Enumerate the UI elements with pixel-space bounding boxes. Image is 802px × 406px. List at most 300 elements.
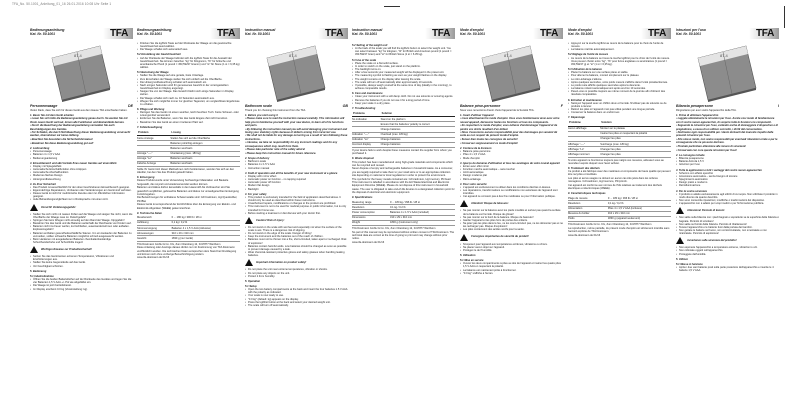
bullet-item: • Ne jetez pas les piles dans le feu, ne les court-circuitez pas, ne les démontez pas et ne les rechargez pas. Risque d'explosion!: [460, 222, 563, 228]
table-header-cell: Problems: [352, 111, 381, 117]
bullet-item: • Gardez l'appareil et les piles hors de portée des enfants.: [460, 219, 563, 222]
section-heading: 9. Technische Daten: [137, 211, 162, 215]
table-cell: Changez les piles: [600, 136, 671, 141]
section-heading: 9. Specifications: [352, 195, 373, 199]
section-title-text: Personenwaage: [30, 104, 58, 108]
language-badge: GB: [342, 104, 348, 108]
bullet-item: • Le rétro-éclairage s'allume.: [568, 78, 671, 81]
bathroom-scale-image: [676, 44, 779, 102]
bullet-item: • Do not place any objects on the unit.: [245, 272, 348, 275]
bullet-item: • Bathroom scale: [245, 160, 348, 163]
page-content: [245, 105, 348, 307]
table-cell: Überlastung (max. 180 kg): [170, 151, 240, 156]
table-row: [568, 152, 671, 157]
warning-triangle-icon: [245, 217, 253, 224]
table-cell: Change batteries: [381, 137, 455, 142]
table-cell: Changez les piles: [600, 147, 671, 152]
bold-notice: • Bewahren Sie diese Bedienungsanleitung gut auf!: [30, 141, 94, 145]
table-header-cell: Solution: [600, 120, 671, 126]
tfa-logo: [210, 28, 240, 39]
table-cell: Surcharge (max. 180 kg): [600, 142, 671, 147]
section-heading: 1. Avant d'utiliser l'appareil: [460, 114, 494, 118]
table-row: [137, 161, 240, 166]
paragraph: Sollte Ihr Gerät trotz dieser Maßnahmen nicht funktionieren, wenden Sie sich an den Händler, bei dem Sie das Produkt gekauft haben.: [137, 168, 235, 175]
table-cell: Batterien wechseln: [170, 156, 240, 161]
table-cell: 0 ... 180 kg / 396 lb / 28 st: [172, 216, 240, 221]
table-cell: 1830 g (nur Gerät): [172, 236, 240, 241]
bullet-item: • Keep the instrument and the batteries out of the reach of children.: [245, 235, 348, 238]
table-cell: Indication "----": [352, 132, 381, 137]
table-cell: Affichage "Lo": [568, 147, 600, 152]
bullet-item: • Non gettate le batterie nel fuoco, non cortocircuitatele, non smontatele e non ricaricatele. Pericolo di esplosione!: [676, 229, 779, 235]
paragraph: Les piles et accus usagés ne doivent en aucun cas être jetés dans les ordures ménagères. Cd=cadmium, Hg=mercure, Pb=plomb.: [568, 176, 658, 184]
bullet-item: • N'exposez pas l'appareil aux températures extrêmes, vibrations ou chocs.: [460, 243, 563, 246]
paragraph: This product has been manufactured using high-grade materials and components which can be recycled and reused.: [352, 160, 453, 167]
section-heading: 5.1 Inbetriebnahme: [30, 274, 54, 278]
section-heading: 2. Lieferumfang: [30, 147, 50, 151]
section-heading: 3. Einsatzbereich und alle Vorteile Ihres neuen Gerätes auf einen Blick: [30, 161, 117, 165]
bold-notice: • By following the instruction manual you will avoid damaging your instrument and losing your statutory rights because of defects arising from incorrect use.: [245, 127, 348, 134]
section-title-text: Balance pèse-personne: [460, 104, 501, 108]
section-heading: 5.3 Benutzung der Waage: [137, 71, 169, 75]
page-header: [352, 28, 455, 42]
bullet-item: • Arrêt automatique: [460, 171, 563, 174]
table-cell: Change batteries: [381, 142, 455, 147]
table-cell: Stromversorgung: [137, 226, 172, 231]
warning-text: Important information on product safety!: [256, 261, 307, 265]
table-cell: Aucun affichage: [568, 126, 600, 131]
section-heading: 8. Waste disposal: [352, 157, 374, 161]
bullet-item: • Automatische Einschaltfunktion ohne Antippen: [30, 168, 133, 171]
svg-text:87.4: 87.4: [720, 53, 728, 58]
section-heading: 5. Bedienung: [30, 269, 47, 273]
paragraph: Ce produit a été fabriqué avec des matériaux et composants de haute qualité qui peuvent être recyclés et réutilisés.: [568, 170, 671, 177]
bullet-item: • Auf der Rückseite der Waage befindet sich die kg/lb/st Taste für die Auswahl der Gewichtseinheit. Sie können zwischen "kg" für Kilogramm, "lb" für britische und amerikanische Pfund (1 pound = 453,59237 Gramm) und "st" für Stone (1 st = 6,35 kg) wählen.: [137, 57, 240, 70]
bold-notice: • En respectant ce mode d'emploi, vous éviterez d'endommager l'appareil et de perdre vos droits résultant d'un défaut.: [460, 124, 558, 131]
section-heading: 5. Operation: [245, 279, 261, 283]
section-heading: 2. La consegna include: [676, 154, 705, 157]
bold-notice: • Suivez bien toutes les consignes de sécurité!: [460, 138, 518, 142]
section-heading: 2. Contenu de la livraison: [460, 147, 492, 151]
bullet-item: • Dieses Gerät ist nicht für medizinische Zwecke oder zur öffentlichen Information geeignet.: [30, 192, 133, 198]
section-heading: 3. Tutte le applicazioni e tutti i vantaggi del vostro nuovo apparecchio: [676, 168, 762, 172]
warning-text: Vorsicht! Verletzungsgefahr:: [41, 205, 77, 209]
bullet-item: • Batterie AAA da 1,5 V: [676, 160, 779, 163]
bullet-item: • Batterien enthalten gesundheitsschädliche Säuren. Um ein Auslaufen der Batterien zu vermeiden, sollten schwache Batterien möglichst schnell ausgetauscht werden.: [30, 232, 133, 238]
table-cell: Alimentation: [568, 206, 608, 211]
bullet-item: • Proteggete dall'umidità.: [676, 253, 779, 256]
manual-page: [568, 28, 671, 400]
tfa-logo-text: TFA: [110, 28, 128, 39]
bullet-item: • Backlight: [245, 188, 348, 191]
crop-mark: [384, 6, 400, 7]
section-heading: 5.1 Mise en service: [460, 259, 484, 263]
bullet-item: • Appuyez sur la touche kg/lb/st au revers de la balance pour le choix de l'unité de mesure.: [568, 42, 671, 48]
bullet-item: • Batterien nicht ins Feuer werfen, kurzschließen, auseinandernehmen oder aufladen. Explosionsgefahr!: [30, 225, 133, 231]
bullet-item: • Nach einigen Sekunden wird Ihr gemessenes Gewicht in der voreingestellten Gewichtseinheit im Display angezeigt.: [137, 84, 240, 90]
tfa-logo: [641, 28, 671, 39]
table-cell: 310 x 29 x 310 mm: [390, 215, 455, 220]
bullet-item: • "0.0 kg" (default: kg) appears on the display.: [245, 298, 348, 301]
warning-box: [245, 217, 348, 224]
warning-box: [245, 259, 348, 266]
paragraph: Thank you for choosing this instrument from the TFA.: [245, 109, 306, 113]
bullet-item: • Protégez-le de l'humidité.: [460, 249, 563, 252]
bullet-item: • Stellen Sie die Waage auf eine gerade, feste Unterlage.: [137, 74, 240, 77]
warning-text: Consignes importantes de sécurité du produit!: [471, 235, 529, 239]
bullet-item: • Rétro-éclairage: [460, 178, 563, 181]
paragraph: Cet appareil est conforme aux normes de l'UE relatives au traitement des déchets électriques et électroniques (WEEE).: [568, 183, 662, 190]
bullet-item: • The measuring symbol is flashing as soon as your weight flashes on the display.: [352, 74, 455, 77]
table-cell: Anzeige "----": [137, 151, 170, 156]
data-table: [568, 196, 671, 222]
bullet-item: • Die Waage schaltet sich automatisch aus.: [137, 48, 240, 51]
page-title: Istruzioni per l'uso: [676, 28, 707, 32]
table-cell: 0 ... 180 kg / 396 lb / 28 st: [608, 196, 671, 201]
bullet-item: • Balance pèse-personne: [460, 150, 563, 153]
bullet-item: • Stellen Sie sich nicht mit nassen Füßen auf die Waage und steigen Sie nicht, wenn die Oberfläche der Waage nass ist. Rutschgefahr!: [30, 213, 133, 219]
page-content: [460, 105, 563, 275]
bullet-item: • After a few seconds your measured weight will be displayed in the preset unit.: [352, 71, 455, 74]
page-title: Mode d'emploi: [568, 28, 592, 32]
bullet-item: • Retirez les piles si l'appareil n'est pas utilisé pendant une longue période.: [568, 108, 671, 111]
bold-notice: • Lesen Sie sich bitte die Bedienungsanleitung genau durch. So werden Sie mit Ihrem neuen Gerät vertraut, lernen alle Funktionen und Bestandteile kennen.: [30, 117, 128, 124]
bullet-item: • Instruction manual: [245, 167, 348, 170]
catalog-number: Kat. Nr. 50.1001: [137, 32, 163, 36]
bold-notice: • Declinamo ogni responsabilità per i danni derivanti dal mancato rispetto delle presenti istruzioni per l'uso.: [676, 131, 774, 138]
section-heading: 7. Fehlerbeseitigung: [137, 125, 163, 129]
paragraph: TFA Dostmann GmbH & Co. KG, Zum Ottersberg 12, D-97877 Wertheim: [137, 242, 221, 246]
paragraph: Dieses Gerät ist entsprechend der EU-Richtlinie über die Entsorgung von Elektro- und Elektronik-Altgeräten (WEEE) gekennzeichnet.: [137, 203, 236, 210]
bullet-item: • Pesez-vous si possible toujours au même moment de la journée afin d'obtenir des résultats comparables.: [568, 90, 671, 96]
table-cell: Poids: [568, 216, 608, 221]
tfa-logo: [318, 28, 348, 39]
bullet-item: • The weight remains on the display after leaving the scale.: [352, 78, 455, 81]
bullet-item: • Accensione automatica – senza bisogno di toccare: [676, 175, 779, 178]
bullet-item: • Unauthorised repairs, modifications or changes to the product are prohibited.: [245, 202, 348, 205]
bold-notice: • Für Schäden, die durch Nichtbeachtung dieser Bedienungsanleitung verursacht werden, übernehmen wir keine Haftung.: [30, 131, 131, 138]
bullet-item: • Batteries contain harmful acids. Low batteries should be changed as soon as possible to prevent damage caused by a leak.: [245, 245, 348, 251]
data-table: [352, 111, 455, 148]
table-row: [568, 216, 671, 221]
bullet-item: • Automatic power off function: [245, 181, 348, 184]
bullet-item: • Die Waage ist jetzt betriebsbereit.: [30, 284, 133, 287]
manual-page: [30, 28, 133, 400]
bullet-item: • Fonction marche automatique – sans toucher: [460, 168, 563, 171]
section-heading: 7. Troubleshooting: [352, 106, 376, 110]
page-title: Instruction manual: [245, 28, 276, 32]
section-heading: 7. Dépannage: [568, 116, 585, 120]
table-header-cell: Problem: [137, 130, 170, 136]
bullet-item: • Schermo con effetto specchio: [676, 172, 779, 175]
table-cell: Abmessungen: [137, 231, 172, 236]
bullet-item: • Piles 4 x 1,5 V AAA: [460, 153, 563, 156]
warning-triangle-icon: [245, 259, 253, 266]
table-cell: Messbereich: [137, 216, 172, 221]
bullet-item: • Zum Einschalten der Waage stellen Sie sich einfach auf die Oberfläche.: [137, 78, 240, 81]
paragraph: Never dispose of empty and rechargeable batteries in household waste. As a consumer, you are legally required to take them to your retail store or to an appropriate collection site depending on national or local regulations in order to protect the environment.: [352, 167, 453, 177]
table-row: [137, 236, 240, 241]
table-cell: 310 x 29 x 310 mm: [608, 211, 671, 216]
bullet-item: • Les réparations, transformations ou modifications non autorisées de l'appareil sont interdites.: [460, 189, 563, 195]
bullet-item: • Reinigen Sie das Gerät mit einem weichen, leicht feuchten Tuch. Keine Scheuer- oder Lösungsmittel verwenden!: [137, 111, 240, 117]
bullet-item: • Non salite sulla bilancia con i piedi bagnati e soprattutto se la superficie della bilancia è bagnata. Pericolo di scivolare!: [676, 216, 779, 222]
section-heading: 4. Per la vostra sicurezza: [676, 189, 707, 193]
bullet-item: • Vor Feuchtigkeit schützen.: [30, 265, 133, 268]
bullet-item: • Modernes flaches Design: [30, 174, 133, 177]
bullet-item: • Hintergrundbeleuchtung: [30, 178, 133, 181]
bullet-item: • Entfernen Sie die Batterien, wenn Sie das Gerät längere Zeit nicht benutzen.: [137, 117, 240, 120]
bullet-item: • Batteries 4 x 1.5 V AAA: [245, 163, 348, 166]
bullet-item: • Personenwaage: [30, 150, 133, 153]
tfa-logo-text: TFA: [648, 28, 666, 39]
bullet-item: • Conservez la balance dans un endroit sec.: [568, 111, 671, 114]
section-heading: 6. Pflege und Wartung: [137, 107, 165, 111]
bullet-item: • Place the scale on a flat solid surface.: [352, 62, 455, 65]
table-cell: Montez sur le plateau: [600, 126, 671, 131]
warning-text: Wichtige Hinweise zur Produktsicherheit!: [41, 248, 92, 252]
bullet-item: • Setzen Sie das Gerät keinen extremen Temperaturen, Vibrationen und Erschütterungen aus.: [30, 255, 133, 261]
language-badge: F: [560, 104, 563, 108]
crop-mark: [784, 6, 785, 28]
section-heading: 1. Before you start using it: [245, 114, 278, 118]
bullet-item: • Wear chemical-resistant protective gloves and safety glasses when handling leaking batteries.: [245, 251, 348, 257]
bullet-item: • Im Display erscheint 0.0 kg (Voreinstellung: kg).: [30, 288, 133, 291]
bullet-item: • Batterien 4 x 1,5 V AAA: [30, 153, 133, 156]
bullet-item: • Non esponete l'apparecchio a temperature estreme, vibrazioni o urti.: [676, 246, 779, 249]
table-cell: Batterien polrichtig einlegen: [170, 141, 240, 146]
table-cell: Weight: [352, 220, 390, 225]
tfa-logo-text: TFA: [540, 28, 558, 39]
table-cell: Batterien wechseln: [170, 146, 240, 151]
bullet-item: • Retroilluminazione: [676, 184, 779, 187]
bullet-item: • Ne pas monter sur le bord de la balance. Risque de basculer!: [460, 216, 563, 219]
bullet-item: • Springen Sie beim Wiegen nicht einseitig auf den Rand der Waage. Kippgefahr!: [30, 219, 133, 222]
bullet-item: • Pour allumer la balance, montez simplement sur le plateau.: [568, 74, 671, 77]
section-heading: 5.1 Messa in funzione: [676, 262, 703, 266]
warning-triangle-icon: [676, 207, 684, 214]
bullet-item: • Display mit Spiegeleffekt: [30, 165, 133, 168]
page-header: [460, 28, 563, 42]
bullet-item: • Clean your instrument with a soft damp cloth. Do not use solvents or scouring agents.: [352, 95, 455, 98]
bullet-item: • Ne placez aucun objet sur l'appareil.: [460, 246, 563, 249]
page-content: [30, 105, 133, 291]
manual-page: [460, 28, 563, 400]
bold-notice: • Durch die Beachtung der Bedienungsanleitung vermeiden Sie auch Beschädigungen des Gerätes.: [30, 124, 115, 131]
section-title: [30, 105, 133, 108]
warning-box: [30, 204, 133, 211]
table-cell: Batteries 4 x 1.5 V AAA (included): [390, 210, 455, 215]
table-cell: Incorrect display: [352, 142, 381, 147]
bullet-item: • Spegnimento automatico: [676, 178, 779, 181]
catalog-number: Kat. Nr. 50.1001: [245, 32, 271, 36]
section-heading: 3. Aperçu du domaine d'utilisation et tous les avantages de votre nouvel appareil: [460, 161, 560, 165]
warning-triangle-icon: [460, 234, 468, 241]
page-title: Bedienungsanleitung: [30, 28, 65, 32]
section-title: [245, 105, 348, 108]
bold-notice: • Please make sure to read the instruction manual carefully. This information will help you to familiarise yourself with your new device, to learn all of its functions and parts.: [245, 117, 345, 127]
table-cell: 1830 g (appareil seulement): [608, 216, 671, 221]
data-table: [137, 130, 240, 167]
section-title-text: Bathroom scale: [245, 104, 272, 108]
table-cell: Stellen Sie sich auf die Oberfläche: [170, 136, 240, 141]
bullet-item: • La balance s'éteint automatiquement après environ 10 secondes.: [568, 87, 671, 90]
section-heading: 4. For your safety: [245, 192, 267, 196]
table-cell: Batterien wechseln: [170, 161, 240, 166]
table-cell: Indication "Lo": [352, 137, 381, 142]
bold-notice: • Lisez attentivement le mode d'emploi. Vous vous familiariserez ainsi avec votre nouvel appareil, découvrez toutes les fonctions et tous les composants.: [460, 117, 560, 124]
bullet-item: • Drücken Sie die kg/lb/st Taste auf der Rückseite der Waage um die gewünschte Gewichtseinheit auszuwählen.: [137, 42, 240, 48]
bold-notice: • Leggete attentamente le istruzioni per l'uso. Avrete così modo di familiarizzare con il vostro nuovo apparecchio, di scoprire tutte le funzioni e le componenti.: [676, 117, 775, 124]
bullet-item: • Your scale is now ready to use.: [245, 294, 348, 297]
page-content: [352, 44, 455, 244]
paragraph: This instrument is labelled in accordance with the EU Waste Electrical and Electronic Equipment Directive (WEEE). Please do not dispose of this instrument in household waste. The user is obligated to take end-of-life devices to a designated collection point for the disposal of electrical and electronic equipment.: [352, 181, 455, 194]
bullet-item: • Remove the batteries if you do not use it for a long period of time.: [352, 99, 455, 102]
table-cell: Affichage incorrect: [568, 152, 600, 157]
bullet-item: • Le poids reste affiché quelques secondes après la descente.: [568, 84, 671, 87]
bullet-item: • Design piatto e moderno: [676, 181, 779, 184]
section-title: [676, 105, 779, 108]
bullet-item: • Eigenmächtige Reparaturen, Umbauten oder Veränderungen am Gerät sind verboten.: [30, 189, 133, 192]
bullet-item: • If possible, always weigh yourself at the same time of day (ideally in the morning), to achieve comparable results.: [352, 84, 455, 90]
bullet-item: • Jede Behandlungsmöglichkeit nur in Rücksprache mit einem Arzt.: [30, 198, 133, 201]
bullet-item: • Non collocate oggetti sull'apparecchio.: [676, 249, 779, 252]
bullet-item: • Non sono consentite riparazioni, modifiche o trasformazioni del dispositivo.: [676, 199, 779, 202]
bullet-item: • Ouvrez les deux compartiments à piles au dos de l'appareil et insérez les quatre piles 1,5 V AAA en respectant la polarité.: [460, 262, 563, 268]
bullet-item: • La balance est maintenant prête à fonctionner.: [460, 269, 563, 272]
bullet-item: • Do not stand on the scale with wet feet and especially not when the surface of the scale is wet. There is a dangerous risk of slipping.: [245, 226, 348, 232]
tfa-logo: [749, 28, 779, 39]
table-row: [352, 142, 455, 147]
tfa-logo: [103, 28, 133, 39]
language-badge: I: [778, 104, 779, 108]
section-heading: 5.3 Utilisation de la balance: [568, 68, 602, 72]
warning-text: Attention! Risque de blessure:: [471, 202, 509, 206]
table-cell: Changez les piles: [600, 152, 671, 157]
warning-triangle-icon: [30, 204, 38, 211]
bathroom-scale-image: [245, 44, 348, 102]
section-heading: 4. Zu Ihrer Sicherheit: [30, 182, 56, 186]
bullet-item: • Non salite sul bordo della bilancia. Pericolo di ribaltamento!: [676, 223, 779, 226]
bullet-item: • Steigen Sie von der Waage. Das Gewicht bleibt noch einige Sekunden im Display stehen.: [137, 90, 240, 96]
bullet-item: • The scale will turn off automatically.: [245, 304, 348, 307]
bold-notice: • Conservez soigneusement ce mode d'emploi!: [460, 141, 518, 145]
paragraph: La reproduction, même partielle, du présent mode d'emploi est strictement interdite sans l'accord explicite de TFA Dostmann.: [568, 226, 670, 233]
bullet-item: • Automatic power on function – no tapping required: [245, 178, 348, 181]
catalog-number: Kat. Nr. 50.1001: [568, 32, 594, 36]
table-cell: Overload (max. 180 kg): [381, 132, 455, 137]
bullet-item: • L'appareil est exclusivement à utiliser dans les conditions décrites ci-dessus.: [460, 186, 563, 189]
bullet-item: • The scale will turn off automatically after approximately 10 seconds.: [352, 81, 455, 84]
bold-notice: • Beachten Sie besonders die Sicherheitshinweise!: [30, 138, 93, 142]
section-heading: 1. Bevor Sie mit dem Gerät arbeiten: [30, 114, 74, 118]
table-cell: Batterien 4 x 1,5 V AAA (inklusive): [172, 226, 240, 231]
page-header: [568, 28, 671, 42]
bathroom-scale-image: [460, 44, 563, 102]
section-heading: 8. Entsorgung: [137, 176, 155, 180]
bullet-item: • Écran avec effet miroir: [460, 165, 563, 168]
table-header-cell: Solution: [381, 111, 455, 117]
page-title: Mode d'emploi: [460, 28, 484, 32]
section-heading: 3. Field of operation and all the benefits of your new instrument at a glance: [245, 171, 338, 175]
warning-text: Caution! Risk of injury:: [256, 218, 285, 222]
bold-notice: • Please keep this instruction manual for future reference.: [245, 152, 317, 155]
table-cell: Mesures du boîtier: [568, 211, 608, 216]
bullet-item: • Stellen Sie keine Gegenstände auf das Gerät.: [30, 261, 133, 264]
bullet-item: • Wiegen Sie sich möglichst immer zur gleichen Tageszeit, um vergleichbare Ergebnisse zu erhalten.: [137, 100, 240, 106]
section-heading: 1. Prima di utilizzare l'apparecchio: [676, 114, 719, 118]
paragraph: Vielen Dank, dass Sie sich für dieses Gerät aus dem Hause TFA entschieden haben.: [30, 109, 128, 113]
catalog-number: Kat. Nr. 50.1001: [352, 32, 378, 36]
tfa-logo-text: TFA: [325, 28, 343, 39]
table-cell: 0.1 kg / 0.2 lb: [390, 205, 455, 210]
warning-text: Avvertenze sulla sicurezza del prodotto!: [687, 239, 737, 243]
page-header: [245, 28, 348, 42]
section-title: [460, 105, 563, 108]
tfa-logo-text: TFA: [217, 28, 235, 39]
table-cell: Ensure that the batteries' polarity is correct: [381, 122, 455, 127]
manual-page: [676, 28, 779, 400]
table-cell: Measuring range: [352, 200, 390, 205]
catalog-number: Kat. Nr. 50.1001: [30, 32, 56, 36]
manual-page: [245, 28, 348, 400]
bullet-item: • This instrument is not to be used for medical purpose or public information, but is only intended for home use.: [245, 205, 348, 211]
paragraph: TFA Dostmann GmbH & Co. KG, Zum Ottersberg 12, D-97877 Wertheim: [568, 223, 652, 227]
table-cell: Piles 4 x 1,5 V AAA (incluses): [608, 206, 671, 211]
bullet-item: • "0.0 kg" s'affiche à l'écran.: [460, 272, 563, 275]
bullet-item: • Bilancia pesapersone: [676, 157, 779, 160]
table-cell: Stand on the platform: [381, 117, 455, 122]
section-heading: 5.1 Setup: [245, 285, 257, 288]
bold-notice: • Conservate con cura queste istruzioni per l'uso!: [676, 148, 737, 152]
warning-box: [460, 234, 563, 241]
bold-notice: • Nous n'assumons aucune responsabilité pour des dommages qui seraient dû suite au non respect du présent mode d'emploi.: [460, 131, 558, 138]
bullet-item: • L'apparecchio non è adatto per scopi medici o per l'informazione pubblica.: [676, 202, 779, 205]
warning-box: [30, 246, 133, 253]
bullet-item: • Après quelques secondes, votre poids mesuré s'affiche dans l'unité présélectionnée.: [568, 81, 671, 84]
manual-page: [352, 28, 455, 400]
page-title: Bedienungsanleitung: [137, 28, 172, 32]
bullet-item: • Modern flat design: [245, 184, 348, 187]
print-slug-line: TFA_No. 50.1001_Anleitung_01_16 26.01.2016 10:08 Uhr Seite 1: [12, 2, 112, 6]
bullet-item: • Il prodotto è adatto esclusivamente agli utilizzi di cui sopra. Non utilizzate il prodotto in modo diverso da quanto descritto.: [676, 193, 779, 199]
bullet-item: • Open the two battery compartments at the back and insert the four batteries 1.5 V AAA with the polarity as indicated.: [245, 288, 348, 294]
manual-page: [137, 28, 240, 400]
warning-triangle-icon: [460, 200, 468, 207]
paragraph: Nous vous remercions d'avoir choisi l'appareil de la Société TFA.: [460, 109, 535, 113]
table-cell: Anzeige "Lo": [137, 156, 170, 161]
table-cell: No indication: [352, 117, 381, 122]
table-header-cell: Problème: [568, 120, 600, 126]
table-cell: Gewicht: [137, 236, 172, 241]
table-cell: 1830 g (instrument only): [390, 220, 455, 225]
bold-notice: • Prestate particolare attenzione alle misure di sicurezza!: [676, 145, 746, 149]
bullet-item: • Press the kg/lb/st button at the back and select your desired weight unit.: [245, 301, 348, 304]
section-heading: 5. Utilizzo: [676, 257, 688, 261]
bathroom-scale-image: [30, 44, 133, 102]
bullet-item: • Die Hintergrundbeleuchtung schaltet sich automatisch ein.: [137, 81, 240, 84]
bullet-item: • Mode d'emploi: [460, 157, 563, 160]
bullet-item: • La balance s'arrête automatiquement.: [568, 48, 671, 51]
warning-box: [676, 237, 779, 244]
paragraph: Die Bezeichnungen für enthaltene Schwermetalle sind: Cd=Cadmium, Hg=Quecksilber, Pb=Blei: [137, 196, 238, 203]
bold-notice: • Allo stesso modo, non siamo responsabili per eventuali rilevazioni errate e per le conseguenze che ne possono derivare.: [676, 138, 778, 145]
warning-box: [460, 200, 563, 207]
page-content: [676, 105, 779, 272]
tfa-logo-text: TFA: [756, 28, 774, 39]
table-cell: Plage de mesure: [568, 196, 608, 201]
warning-triangle-icon: [30, 246, 38, 253]
